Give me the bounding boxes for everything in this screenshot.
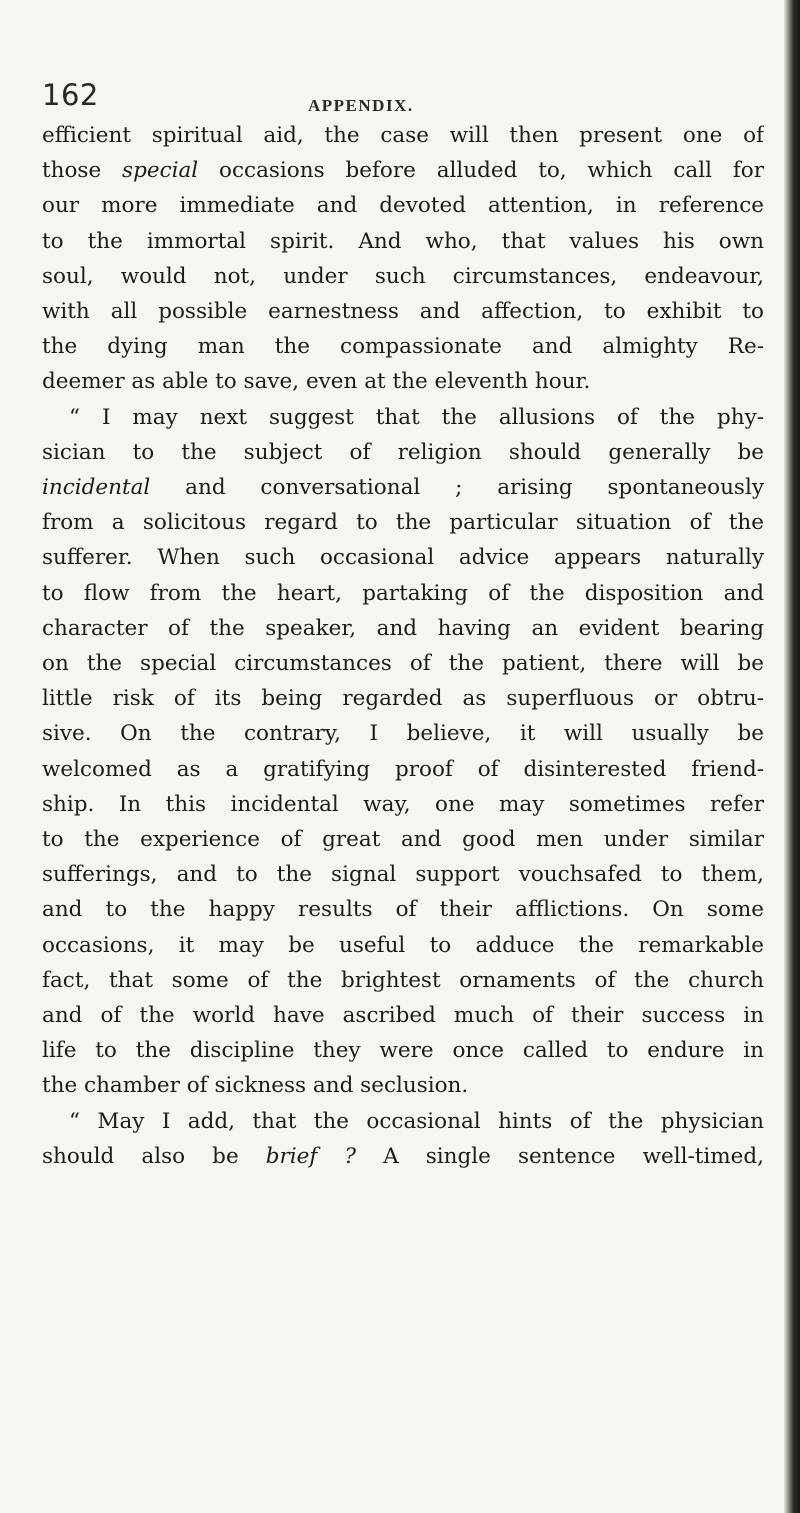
line-text: the dying man the compassionate and almighty Re- [42, 334, 764, 360]
text-line [42, 857, 764, 892]
text-line [42, 470, 764, 505]
line-text: should also be [42, 1143, 266, 1169]
line-text: sician to the subject of religion should generally be [42, 439, 764, 465]
line-text: “ May I add, that the occasional hints of the physician [69, 1108, 764, 1134]
line-text: soul, would not, under such circumstances, endeavour, [42, 263, 764, 289]
line-text: and conversational ; arising spontaneously [150, 475, 764, 501]
text-line [42, 505, 764, 540]
text-line [42, 787, 764, 822]
line-text: to the experience of great and good men under similar [42, 827, 764, 853]
italic-text: incidental [42, 475, 151, 501]
text-line [42, 329, 764, 364]
line-text: from a solicitous regard to the particular situation of the [42, 510, 764, 536]
running-head: APPENDIX. [308, 96, 414, 115]
text-line [42, 153, 764, 188]
line-text: fact, that some of the brightest ornaments of the church [42, 967, 764, 993]
text-line [42, 294, 764, 329]
line-text: efficient spiritual aid, the case will then present one of [42, 123, 764, 148]
text-line [42, 892, 764, 927]
text-line [42, 118, 764, 153]
text-line [42, 1139, 764, 1174]
line-text: A single sentence well-timed, [356, 1143, 764, 1169]
line-text: little risk of its being regarded as superfluous or obtru- [42, 686, 764, 712]
paragraph [42, 400, 764, 1104]
text-line [42, 963, 764, 998]
text-line [42, 576, 764, 611]
line-text: sufferer. When such occasional advice appears naturally [42, 545, 764, 571]
line-text: and of the world have ascribed much of their success in [42, 1003, 764, 1029]
text-line [42, 1068, 764, 1103]
line-text: ship. In this incidental way, one may sometimes refer [42, 791, 764, 817]
line-text: on the special circumstances of the patient, there will be [42, 651, 764, 677]
paragraph [42, 118, 764, 400]
line-text: character of the speaker, and having an evident bearing [42, 615, 764, 641]
line-text: sufferings, and to the signal support vouchsafed to them, [42, 862, 764, 888]
italic-text: special [122, 158, 199, 184]
text-line [42, 364, 764, 399]
text-line [42, 435, 764, 470]
line-text: occasions before alluded to, which call for [198, 158, 764, 184]
line-text: the chamber of sickness and seclusion. [42, 1073, 469, 1099]
line-text: life to the discipline they were once called to endure in [42, 1038, 764, 1064]
body-text [42, 118, 764, 1174]
text-line [42, 224, 764, 259]
text-line [42, 259, 764, 294]
line-text: “ I may next suggest that the allusions of the phy- [69, 404, 764, 430]
text-line [42, 1104, 764, 1139]
text-line [42, 400, 764, 435]
line-text: occasions, it may be useful to adduce the remarkable [42, 932, 764, 958]
text-line [42, 188, 764, 223]
text-line [42, 998, 764, 1033]
line-text: and to the happy results of their afflictions. On some [42, 897, 764, 923]
line-text: our more immediate and devoted attention, in reference [42, 193, 764, 219]
text-line [42, 752, 764, 787]
italic-text: brief ? [265, 1143, 356, 1169]
line-text: welcomed as a gratifying proof of disinterested friend- [42, 756, 764, 782]
paragraph [42, 1104, 764, 1174]
text-line [42, 646, 764, 681]
text-line [42, 540, 764, 575]
line-text: sive. On the contrary, I believe, it will usually be [42, 721, 764, 747]
text-line [42, 822, 764, 857]
line-text: to flow from the heart, partaking of the disposition and [42, 580, 764, 606]
text-line [42, 1033, 764, 1068]
text-line [42, 716, 764, 751]
text-line [42, 681, 764, 716]
line-text: with all possible earnestness and affection, to exhibit to [42, 299, 764, 325]
line-text: deemer as able to save, even at the eleventh hour. [42, 369, 591, 395]
page-edge-shadow [784, 0, 800, 1513]
line-text: to the immortal spirit. And who, that values his own [42, 228, 764, 254]
text-line [42, 928, 764, 963]
text-line [42, 611, 764, 646]
page-number: 162 [42, 78, 99, 112]
line-text: those [42, 158, 123, 184]
